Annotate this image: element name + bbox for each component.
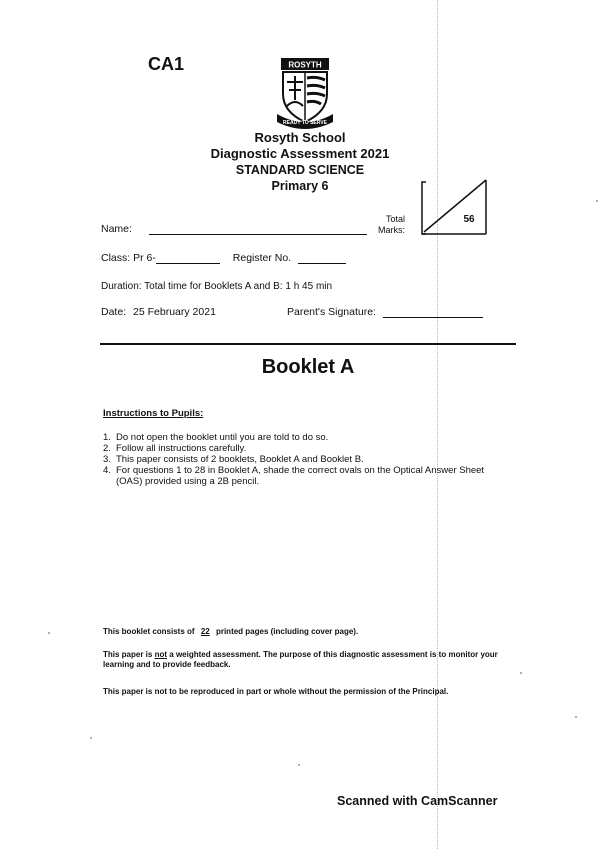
scan-speck (48, 632, 50, 634)
instruction-number: 4. (103, 465, 111, 476)
list-item (103, 443, 523, 454)
instructions-title: Instructions to Pupils: (103, 408, 204, 419)
register-label: Register No. (232, 252, 292, 264)
weighted-note (103, 650, 523, 669)
list-item (103, 465, 523, 487)
page-count-note (103, 627, 523, 637)
section-divider (100, 343, 516, 345)
scan-speck (298, 764, 300, 766)
class-row (101, 252, 346, 264)
crest-name-text: ROSYTH (288, 60, 322, 70)
signature-row (287, 306, 483, 318)
instruction-number: 1. (103, 432, 111, 443)
list-item (103, 454, 523, 465)
crest-motto-text: READY TO SERVE (283, 120, 327, 126)
level-title: Primary 6 (271, 179, 329, 193)
date-value: 25 February 2021 (133, 306, 216, 318)
assessment-code: CA1 (148, 54, 185, 74)
date-label: Date: (101, 306, 127, 318)
scan-speck (596, 200, 598, 202)
assessment-title: Diagnostic Assessment 2021 (210, 146, 390, 161)
total-marks-label (378, 214, 405, 236)
scan-fold-line (437, 0, 438, 849)
total-marks-value: 56 (463, 214, 475, 225)
name-label: Name: (101, 223, 132, 235)
scan-speck (575, 716, 577, 718)
instruction-number: 3. (103, 454, 111, 465)
register-field[interactable] (298, 263, 346, 264)
duration-text: Duration: Total time for Booklets A and B: 1 h 45 min (101, 281, 333, 292)
weighted-suffix: a weighted assessment. The purpose of this diagnostic assessment is to monitor your learning and to provide feedback. (103, 650, 498, 669)
cover-header (150, 130, 450, 194)
scan-speck (90, 737, 92, 739)
instruction-number: 2. (103, 443, 111, 454)
parent-signature-label: Parent's Signature: (287, 306, 376, 318)
instructions-list (103, 432, 523, 487)
scanner-watermark: Scanned with CamScanner (337, 794, 498, 808)
subject-title: STANDARD SCIENCE (235, 163, 365, 177)
pages-prefix: This booklet consists of (103, 627, 195, 636)
scan-speck (520, 672, 522, 674)
pages-suffix: printed pages (including cover page). (215, 627, 359, 636)
school-crest-logo (273, 56, 337, 130)
reproduce-note: This paper is not to be reproduced in part or whole without the permission of the Principal. (103, 687, 449, 696)
instruction-text: This paper consists of 2 booklets, Booklet A and Booklet B. (116, 454, 364, 465)
school-name: Rosyth School (254, 130, 346, 145)
total-label-line-2: Marks: (378, 225, 405, 235)
instruction-text: Follow all instructions carefully. (116, 443, 247, 454)
list-item (103, 432, 523, 443)
parent-signature-field[interactable] (383, 317, 483, 318)
pages-count: 22 (200, 627, 210, 636)
total-label-line-1: Total (385, 214, 405, 224)
total-marks-box (412, 176, 492, 238)
instruction-text: For questions 1 to 28 in Booklet A, shade the correct ovals on the Optical Answer Sheet (OAS) provided using a 2B pencil. (116, 465, 485, 487)
class-field[interactable] (156, 263, 220, 264)
instruction-text: Do not open the booklet until you are told to do so. (116, 432, 329, 443)
weighted-prefix: This paper is (103, 650, 153, 659)
weighted-not: not (154, 650, 168, 659)
date-row (101, 306, 216, 318)
name-field[interactable] (149, 234, 367, 235)
name-row (101, 223, 367, 235)
class-label: Class: Pr 6- (101, 252, 156, 264)
booklet-title: Booklet A (261, 356, 355, 378)
